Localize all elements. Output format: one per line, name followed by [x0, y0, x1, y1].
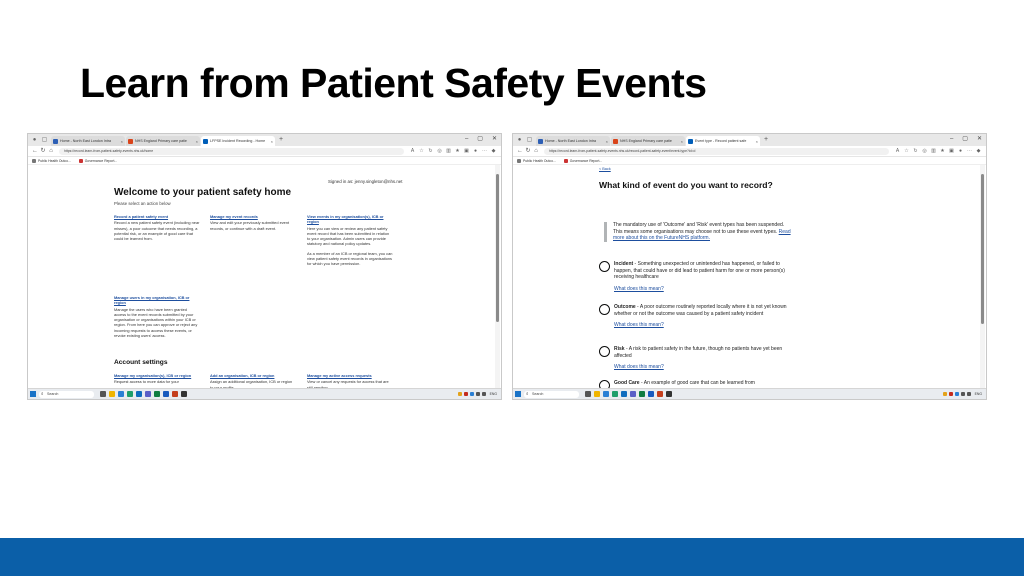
- word-icon[interactable]: [648, 391, 654, 397]
- browser-tab-active[interactable]: [686, 136, 760, 146]
- favorite-link[interactable]: [79, 159, 117, 163]
- radio-option-outcome[interactable]: [599, 304, 795, 329]
- tab-favicon-icon: [613, 139, 618, 144]
- refresh-page-icon[interactable]: ↻: [913, 147, 918, 154]
- powerpoint-icon[interactable]: [657, 391, 663, 397]
- account-card-manage-orgs: [114, 373, 200, 385]
- tab-favicon-icon: [688, 139, 693, 144]
- card-description: View or cancel any requests for access that are: [307, 379, 389, 385]
- taskbar-search[interactable]: ⌕ Search: [39, 391, 94, 398]
- footer-color-bar: [0, 538, 1024, 576]
- favorite-link[interactable]: [32, 159, 71, 163]
- option-text: [614, 261, 795, 281]
- app-icon[interactable]: [127, 391, 133, 397]
- add-org-link[interactable]: Add an organisation, ICB or region: [210, 373, 275, 378]
- copilot-icon[interactable]: ◆: [976, 147, 981, 154]
- powerpoint-icon[interactable]: [172, 391, 178, 397]
- file-explorer-icon[interactable]: [594, 391, 600, 397]
- favorites-bar: [28, 157, 501, 165]
- volume-icon[interactable]: [967, 392, 971, 396]
- excel-icon[interactable]: [639, 391, 645, 397]
- favorites-bar: [513, 157, 986, 165]
- browser-tab[interactable]: [611, 136, 685, 146]
- radio-option-risk[interactable]: [599, 346, 795, 371]
- inset-text: The mandatory use of 'Outcome' and 'Risk' event types has been suspended. This means some organisations may choose not to use these event types.: [613, 222, 785, 235]
- tray-icon[interactable]: [470, 392, 474, 396]
- task-view-icon[interactable]: [100, 391, 106, 397]
- page-title: What kind of event do you want to record?: [599, 180, 773, 190]
- system-tray: [458, 392, 501, 396]
- profile-icon[interactable]: ●: [517, 136, 522, 143]
- edge-icon[interactable]: [118, 391, 124, 397]
- tab-label: NHS England Primary care patie: [620, 139, 672, 143]
- tab-actions-icon[interactable]: ▢: [41, 136, 48, 143]
- manage-records-link[interactable]: Manage my event records: [210, 214, 258, 219]
- minimize-icon[interactable]: –: [949, 136, 954, 142]
- right-browser-screenshot: [512, 133, 987, 400]
- read-aloud-icon[interactable]: A: [410, 147, 415, 154]
- action-card-manage-records: [210, 214, 296, 231]
- favorite-label: Governance Report...: [569, 158, 603, 163]
- tray-icon[interactable]: [458, 392, 462, 396]
- option-name: Good Care: [614, 380, 640, 386]
- account-settings-heading: Account settings: [114, 359, 168, 366]
- tab-close-icon[interactable]: ×: [270, 138, 273, 144]
- card-description: Manage the users who have been granted access to the event records submitted by your organisation or organisations within your ICB or region. From here you can approve or reject any incoming requests to access these events, or revoke existing users' access.: [114, 306, 198, 338]
- more-menu-icon[interactable]: ⋯: [967, 147, 972, 154]
- back-arrow-icon[interactable]: ←: [32, 147, 38, 154]
- refresh-page-icon[interactable]: ↻: [428, 147, 433, 154]
- app-icon[interactable]: [666, 391, 672, 397]
- app-icon[interactable]: [612, 391, 618, 397]
- card-description: Assign an additional organisation, ICB or region: [210, 379, 293, 385]
- option-description: - A poor outcome routinely reported locally where it is not yet known whether or not the outcome was caused by a patient safety incident: [614, 304, 787, 317]
- card-description: Record a new patient safety event (including near misses), a poor outcome that needs recording, a potential risk, or an example of good care that could be learned from.: [114, 220, 200, 242]
- option-name: Incident: [614, 261, 634, 267]
- option-name: Risk: [614, 346, 625, 352]
- card-description: View and edit your previously submitted event records, or continue with a draft event.: [210, 220, 290, 231]
- read-aloud-icon[interactable]: A: [895, 147, 900, 154]
- card-description: Request access to more data for your: [114, 379, 179, 385]
- favorite-link[interactable]: [517, 159, 556, 163]
- what-does-this-mean-link[interactable]: What does this mean?: [614, 322, 664, 328]
- pdf-icon: [564, 159, 568, 163]
- word-icon[interactable]: [163, 391, 169, 397]
- radio-button[interactable]: [599, 261, 610, 272]
- page-content: [28, 165, 501, 390]
- tab-label: NHS England Primary care patie: [135, 139, 187, 143]
- document-icon: [32, 159, 36, 163]
- url-field[interactable]: https://record.learn-from-patient-safety-events.nhs.uk/record-patient-safety-event/event-type?id=d: [544, 148, 889, 155]
- profile-icon[interactable]: ●: [32, 136, 37, 143]
- tab-favicon-icon: [203, 139, 208, 144]
- scrollbar-thumb[interactable]: [496, 174, 499, 322]
- access-requests-link[interactable]: Manage my active access requests: [307, 373, 372, 378]
- favorite-label: Governance Report...: [84, 158, 118, 163]
- radio-button[interactable]: [599, 346, 610, 357]
- outlook-icon[interactable]: [136, 391, 142, 397]
- option-text: [614, 380, 795, 387]
- document-icon: [517, 159, 521, 163]
- tab-label: LFPSE Incident Recording - Home: [210, 139, 266, 143]
- action-card-record-event: [114, 214, 200, 241]
- record-event-link[interactable]: Record a patient safety event: [114, 214, 169, 219]
- home-icon[interactable]: ⌂: [534, 147, 538, 154]
- refresh-icon[interactable]: ↻: [40, 147, 46, 154]
- network-icon[interactable]: [476, 392, 480, 396]
- home-icon[interactable]: ⌂: [49, 147, 53, 154]
- page-content: [513, 165, 986, 390]
- favorite-label: Public Health Outco...: [38, 158, 71, 163]
- inset-notice: [604, 222, 794, 242]
- maximize-icon[interactable]: ▢: [477, 136, 483, 142]
- teams-icon[interactable]: [630, 391, 636, 397]
- address-bar-row: [513, 146, 986, 157]
- tab-label: Home - North East London Intra: [60, 139, 111, 143]
- volume-icon[interactable]: [482, 392, 486, 396]
- close-icon[interactable]: ✕: [976, 136, 982, 142]
- windows-start-icon[interactable]: [515, 391, 521, 397]
- more-menu-icon[interactable]: ⋯: [482, 147, 487, 154]
- address-bar-row: [28, 146, 501, 157]
- option-name: Outcome: [614, 304, 636, 310]
- minimize-icon[interactable]: –: [464, 136, 469, 142]
- manage-orgs-link[interactable]: Manage my organisation(s), ICB or region: [114, 373, 192, 378]
- radio-option-incident[interactable]: [599, 261, 795, 292]
- maximize-icon[interactable]: ▢: [962, 136, 968, 142]
- tab-favicon-icon: [128, 139, 133, 144]
- tab-bar: [513, 134, 986, 146]
- signed-in-status: Signed in as: jenny.singleton@nhs.net: [328, 179, 403, 184]
- split-screen-icon[interactable]: ▥: [446, 147, 451, 154]
- taskbar-search[interactable]: ⌕ Search: [524, 391, 579, 398]
- url-field[interactable]: https://record.learn-from-patient-safety-events.nhs.uk/home: [59, 148, 404, 155]
- browser-tab[interactable]: [51, 136, 125, 146]
- tab-close-icon[interactable]: ×: [120, 138, 123, 144]
- browser-tab[interactable]: [536, 136, 610, 146]
- extension-icon[interactable]: ◎: [437, 147, 442, 154]
- profile-avatar-icon[interactable]: ●: [958, 147, 963, 154]
- option-text: [614, 304, 795, 317]
- view-events-link[interactable]: View events in my organisation(s), ICB or region: [307, 214, 384, 225]
- futurenhs-link[interactable]: Read more about this on the FutureNHS platform.: [613, 228, 791, 241]
- favorite-star-icon[interactable]: ☆: [419, 147, 424, 154]
- language-indicator[interactable]: ENG: [489, 392, 497, 396]
- back-arrow-icon[interactable]: ←: [517, 147, 523, 154]
- what-does-this-mean-link[interactable]: What does this mean?: [614, 285, 664, 292]
- network-icon[interactable]: [961, 392, 965, 396]
- card-description-secondary: As a member of an ICB or regional team, you can view patient safety event records in organisations for which you have permission.: [307, 250, 393, 267]
- favorite-star-icon[interactable]: ☆: [904, 147, 909, 154]
- file-explorer-icon[interactable]: [109, 391, 115, 397]
- favorite-label: Public Health Outco...: [523, 158, 556, 163]
- tab-favicon-icon: [53, 139, 58, 144]
- new-tab-button[interactable]: +: [764, 136, 769, 143]
- radio-button[interactable]: [599, 304, 610, 315]
- action-card-view-events: [307, 214, 393, 266]
- window-controls: [465, 135, 497, 144]
- left-browser-screenshot: [27, 133, 502, 400]
- tab-label: Event type - Record patient safe: [695, 139, 747, 143]
- outlook-icon[interactable]: [621, 391, 627, 397]
- manage-users-link[interactable]: Manage users in my organisation, ICB or region: [114, 295, 190, 306]
- action-card-manage-users: [114, 295, 200, 338]
- new-tab-button[interactable]: +: [279, 136, 284, 143]
- tray-icon[interactable]: [464, 392, 468, 396]
- tab-label: Home - North East London Intra: [545, 139, 596, 143]
- extension-icon[interactable]: ◎: [922, 147, 927, 154]
- teams-icon[interactable]: [145, 391, 151, 397]
- tray-icon[interactable]: [949, 392, 953, 396]
- favorites-icon[interactable]: ★: [455, 147, 460, 154]
- option-description: - A risk to patient safety in the future, though no patients have yet been affected: [614, 346, 783, 359]
- window-controls: [950, 135, 982, 144]
- app-icon[interactable]: [181, 391, 187, 397]
- browser-tab-active[interactable]: [201, 136, 275, 146]
- tray-icon[interactable]: [955, 392, 959, 396]
- browser-tab[interactable]: [126, 136, 200, 146]
- favorites-icon[interactable]: ★: [940, 147, 945, 154]
- tab-bar: [28, 134, 501, 146]
- collections-icon[interactable]: ▣: [464, 147, 469, 154]
- refresh-icon[interactable]: ↻: [525, 147, 531, 154]
- tray-icon[interactable]: [943, 392, 947, 396]
- tab-close-icon[interactable]: ×: [755, 138, 758, 144]
- tab-close-icon[interactable]: ×: [195, 138, 198, 144]
- tab-favicon-icon: [538, 139, 543, 144]
- taskbar-apps: [585, 391, 672, 397]
- copilot-icon[interactable]: ◆: [491, 147, 496, 154]
- edge-icon[interactable]: [603, 391, 609, 397]
- profile-avatar-icon[interactable]: ●: [473, 147, 478, 154]
- pdf-icon: [79, 159, 83, 163]
- excel-icon[interactable]: [154, 391, 160, 397]
- collections-icon[interactable]: ▣: [949, 147, 954, 154]
- page-title: Welcome to your patient safety home: [114, 187, 292, 198]
- windows-taskbar: [513, 388, 986, 399]
- task-view-icon[interactable]: [585, 391, 591, 397]
- split-screen-icon[interactable]: ▥: [931, 147, 936, 154]
- back-link[interactable]: < Back: [599, 167, 611, 171]
- tab-close-icon[interactable]: ×: [680, 138, 683, 144]
- option-description: - An example of good care that can be learned from: [639, 380, 755, 386]
- scrollbar-thumb[interactable]: [981, 174, 984, 324]
- tab-actions-icon[interactable]: ▢: [526, 136, 533, 143]
- radio-option-good-care[interactable]: [599, 380, 795, 387]
- windows-start-icon[interactable]: [30, 391, 36, 397]
- language-indicator[interactable]: ENG: [974, 392, 982, 396]
- option-description: - Something unexpected or unintended has happened, or failed to happen, that could have or did lead to patient harm for one or more person(s) receiving healthcare: [614, 261, 785, 280]
- taskbar-apps: [100, 391, 187, 397]
- favorite-link[interactable]: [564, 159, 602, 163]
- system-tray: [943, 392, 986, 396]
- close-icon[interactable]: ✕: [491, 136, 497, 142]
- card-description: Here you can view or review any patient safety event record that has been submitted in relation to your organisation. Admin users can provide statutory and national policy updates.: [307, 225, 390, 247]
- windows-taskbar: [28, 388, 501, 399]
- what-does-this-mean-link[interactable]: What does this mean?: [614, 364, 664, 370]
- tab-close-icon[interactable]: ×: [605, 138, 608, 144]
- page-subtitle: Please select an action below: [114, 201, 171, 206]
- slide-title: Learn from Patient Safety Events: [80, 60, 707, 106]
- option-text: [614, 346, 795, 359]
